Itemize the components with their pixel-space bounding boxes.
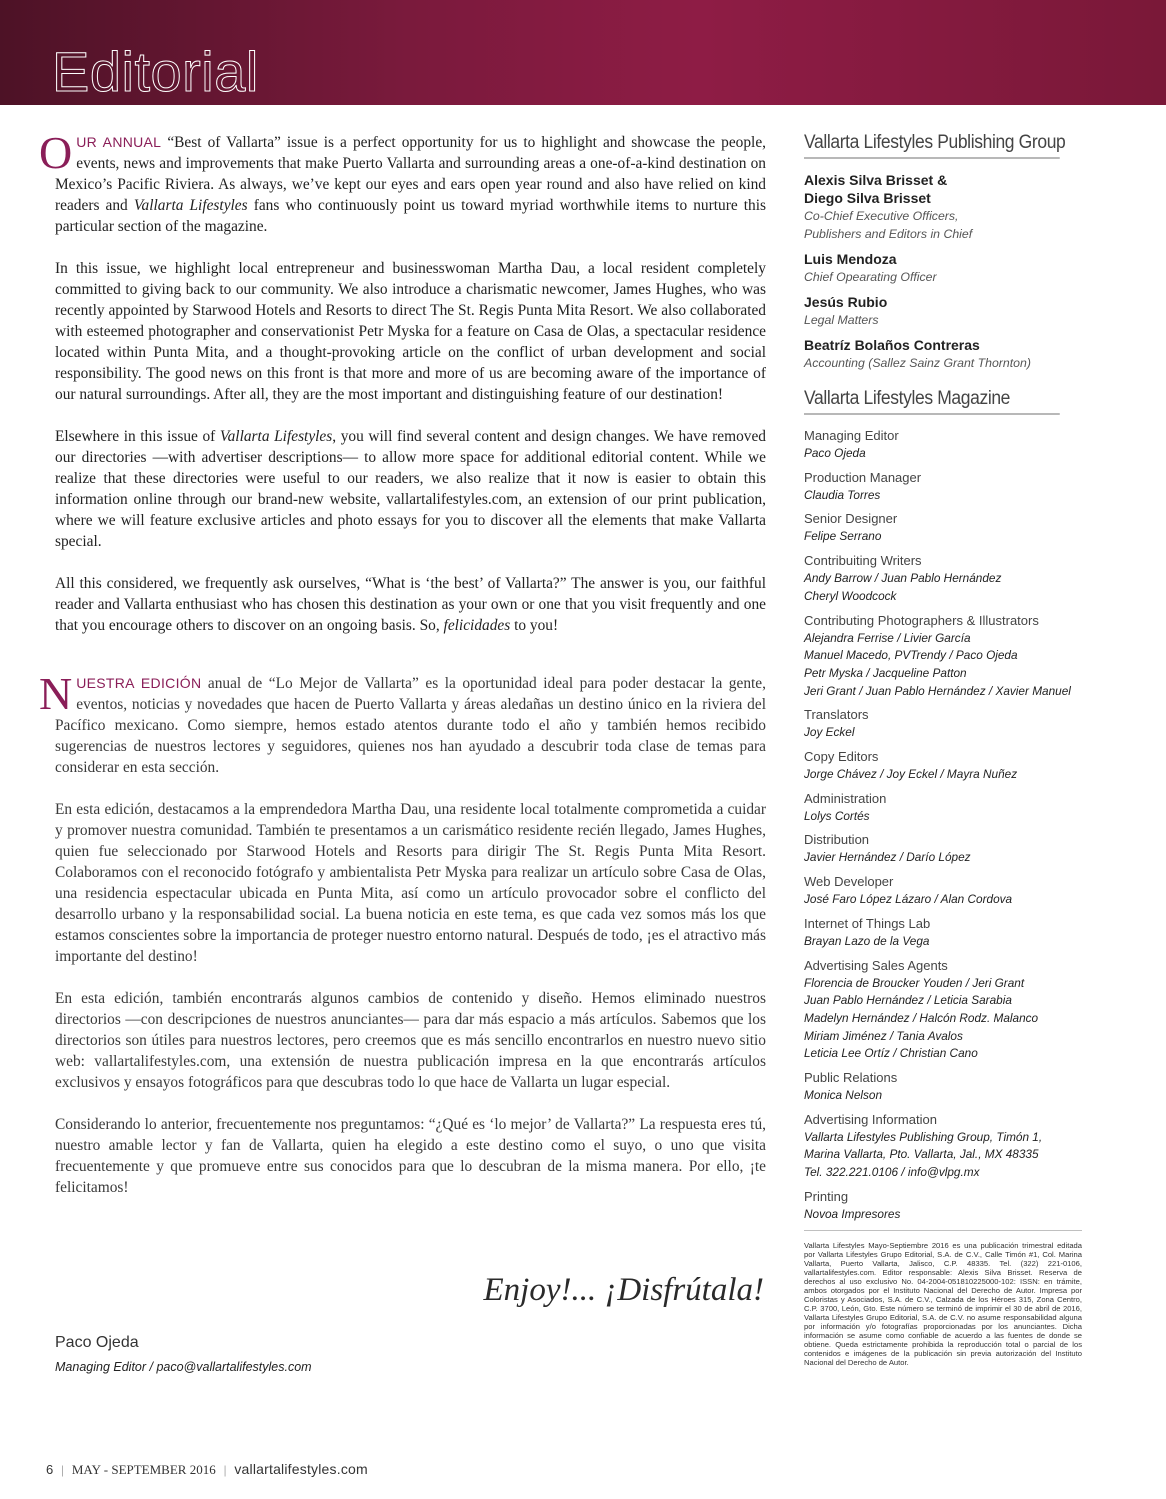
staff-entry [804, 510, 1082, 546]
english-paragraph-4: All this considered, we frequently ask ourselves, “What is ‘the best’ of Vallarta?” The answer is you, our faithful reader and Vallarta enthusiast who has chosen this destination as your own or one that you visit frequently and one that you encourage others to discover on an ongoing basis. So, felicidades to you! [55, 575, 766, 634]
drop-cap-n: N [39, 668, 73, 719]
executive-entry [804, 336, 1082, 372]
staff-role-label: Production Manager [804, 469, 922, 485]
staff-entry [804, 915, 1082, 951]
staff-people: Felipe Serrano [804, 529, 882, 544]
staff-role-label: Advertising Information [804, 1111, 937, 1127]
executive-role: Co-Chief Executive Officers, Publishers and Editors in Chief [804, 209, 973, 241]
executive-name: Alexis Silva Brisset & Diego Silva Brisset [804, 172, 948, 206]
staff-people: José Faro López Lázaro / Alan Cordova [804, 892, 1013, 907]
executive-role: Legal Matters [804, 313, 879, 327]
spanish-paragraph-3: En esta edición, también encontrarás algunos cambios de contenido y diseño. Hemos eliminado nuestros directorios —con descripciones de nuestros anunciantes— para dar más espacio a más artículos. Sabemos que los directorios son útiles para nuestros lectores, pero creemos que es más sencillo encontrarlos en nuestro nuevo sitio web: vallartalifestyles.com, una extensión de nuestra publicación impresa en la que encontrarás artículos exclusivos y ensayos fotográficos para que descubras todo lo que hace de Vallarta un lugar especial. [55, 990, 766, 1091]
english-paragraph-3: Elsewhere in this issue of Vallarta Lifestyles, you will find several content and design changes. We have removed our directories —with advertiser descriptions— to allow more space for additional editorial content. While we realize that these directories were useful to our readers, we also realize that it now is easier to obtain this information online through our brand-new website, vallartalifestyles.com, an extension of our print publication, where we will feature exclusive articles and photo essays for you to discover all the elements that make Vallarta special. [55, 428, 766, 550]
lead-in-es: UESTRA EDICIÓN [76, 675, 202, 691]
page-title: Editorial [52, 40, 259, 103]
executive-entry [804, 171, 1082, 243]
staff-entry [804, 427, 1082, 463]
staff-people: Monica Nelson [804, 1088, 883, 1103]
staff-entry [804, 469, 1082, 505]
legal-notice: Vallarta Lifestyles Mayo-Septiembre 2016 es una publicación trimestral editada por Vallarta Lifestyles Grupo Editorial, S.A. de C.V., Calle Timón #1, Col. Marina Vallarta, Puerto Vallarta, Jalisco, C.P. 48335. Tel. (322) 221-0106, vallartalifestyles.com. Editor responsable: Alexis Silva Brisset. Reserva de derechos al uso exclusivo No. 04-2004-051810225000-102: ISSN: en trámite, ambos otorgados por el Instituto Nacional del Derecho de Autor. Impresa por Coloristas y Asociados, S.A. de C.V., Calzada de los Héroes 315, Zona Centro, C.P. 3700, León, Gto. Este número se terminó de imprimir el 30 de abril de 2016, Vallarta Lifestyles Grupo Editorial, S.A. de C.V. no asume responsabilidad alguna por información y/o fotografías proporcionadas por los anunciantes. Dicha información se asume como confiable de acuerdo a las fuentes de donde se obtiene. Queda estrictamente prohibida la reproducción total o parcial de los contenidos e imágenes de la publicación sin previa autorización del Instituto Nacional del Derecho de Autor. [804, 1240, 1082, 1367]
staff-people: Joy Eckel [804, 725, 855, 740]
staff-people: Alejandra Ferrise / Livier García Manuel Macedo, PVTrendy / Paco Ojeda Petr Myska / Jacqueline Patton Jeri Grant / Juan Pablo Hernández / Xavier Manuel [804, 630, 1071, 698]
website-link[interactable]: vallartalifestyles.com [234, 1461, 368, 1477]
page-header [0, 0, 1166, 105]
staff-entry [804, 612, 1082, 701]
staff-people: Javier Hernández / Darío López [804, 850, 971, 865]
divider [804, 1230, 1082, 1231]
staff-entry [804, 748, 1082, 784]
staff-role-label: Translators [804, 707, 869, 723]
executive-name: Luis Mendoza [804, 251, 897, 267]
executive-role: Accounting (Sallez Sainz Grant Thornton) [804, 356, 1031, 370]
staff-entry [804, 706, 1082, 742]
editorial-body [39, 127, 766, 1219]
staff-role-label: Senior Designer [804, 511, 898, 527]
staff-role-label: Web Developer [804, 874, 894, 890]
staff-entry [804, 1069, 1082, 1105]
staff-entry [804, 831, 1082, 867]
staff-people: Paco Ojeda [804, 446, 866, 460]
executive-list [804, 171, 1082, 372]
drop-cap-o: O [39, 127, 73, 178]
executive-role: Chief Opearating Officer [804, 270, 937, 284]
staff-role-label: Administration [804, 790, 887, 806]
staff-role-label: Printing [804, 1188, 849, 1204]
staff-people: Brayan Lazo de la Vega [804, 933, 930, 948]
executive-entry [804, 293, 1082, 329]
staff-role-label: Distribution [804, 832, 870, 848]
staff-role-label: Contributing Photographers & Illustrators [804, 612, 1039, 628]
executive-name: Beatríz Bolaños Contreras [804, 337, 980, 353]
closing-tagline: Enjoy!... ¡Disfrútala! [483, 1272, 764, 1308]
signature-name: Paco Ojeda [55, 1334, 139, 1351]
spanish-paragraph-4: Considerando lo anterior, frecuentemente nos preguntamos: “¿Qué es ‘lo mejor’ de Vallarta?” La respuesta eres tú, nuestro amable lector y fan de Vallarta, quien ha elegido a este destino como el suyo, o uno que visita frecuentemente y que promueve entre sus conocidos para que lo descubran de la misma manera. Por ello, ¡te felicitamos! [55, 1116, 766, 1196]
staff-role-label: Internet of Things Lab [804, 915, 931, 931]
staff-people: Claudia Torres [804, 487, 881, 502]
staff-people: Andy Barrow / Juan Pablo Hernández Cheryl Woodcock [804, 571, 1002, 603]
page-footer: 6 | MAY - SEPTEMBER 2016 | vallartalifestyles.com [46, 1461, 368, 1477]
staff-people: Lolys Cortés [804, 808, 870, 823]
page-number: 6 [46, 1462, 54, 1477]
staff-role-label: Contribuiting Writers [804, 553, 922, 569]
staff-people: Vallarta Lifestyles Publishing Group, Timón 1, Marina Vallarta, Pto. Vallarta, Jal., MX 48335 Tel. 322.221.0106 / info@vlpg.mx [804, 1129, 1043, 1180]
spanish-paragraph-1: NUESTRA EDICIÓN anual de “Lo Mejor de Vallarta” es la oportunidad ideal para poder destacar la gente, eventos, noticias y novedades que hacen de Puerto Vallarta y áreas aledañas un destino único en la riviera del Pacífico mexicano. Como siempre, hemos estado atentos durante todo el año y también hemos recibido sugerencias de nuestros lectores y seguidores, quienes nos han ayudado a descubrir toda clase de temas para considerar en esta sección. [39, 668, 766, 776]
staff-entry [804, 873, 1082, 909]
staff-role-label: Public Relations [804, 1070, 898, 1086]
masthead [804, 132, 1082, 1367]
english-paragraph-2: In this issue, we highlight local entrepreneur and businesswoman Martha Dau, a local resident completely committed to giving back to our community. We also introduce a charismatic newcomer, James Hughes, who was recently appointed by Starwood Hotels and Resorts to direct The St. Regis Punta Mita Resort. We also collaborated with esteemed photographer and conservationist Petr Myska for a feature on Casa de Olas, a spectacular residence located within Punta Mita, and a thought-provoking article on the conflict of urban development and social responsibility. The good news on this front is that more and more of us are becoming aware of the importance of our natural surroundings. After all, they are the most important and distinguishing feature of our destination! [55, 260, 766, 403]
staff-entry [804, 1111, 1082, 1182]
staff-entry [804, 790, 1082, 826]
staff-entry [804, 1188, 1082, 1224]
publishing-group-heading: Vallarta Lifestyles Publishing Group [804, 132, 1060, 159]
magazine-heading: Vallarta Lifestyles Magazine [804, 388, 1060, 415]
lead-in: UR ANNUAL [76, 134, 162, 150]
signature-title: Managing Editor / paco@vallartalifestyles.com [55, 1360, 312, 1374]
staff-people: Jorge Chávez / Joy Eckel / Mayra Nuñez [804, 767, 1018, 782]
issue-date: MAY - SEPTEMBER 2016 [71, 1462, 216, 1477]
staff-entry [804, 552, 1082, 605]
staff-role-label: Advertising Sales Agents [804, 957, 948, 973]
staff-role-label: Managing Editor [804, 428, 899, 443]
staff-role-label: Copy Editors [804, 749, 879, 765]
staff-entry [804, 957, 1082, 1064]
executive-name: Jesús Rubio [804, 294, 888, 310]
staff-people: Novoa Impresores [804, 1206, 901, 1221]
english-paragraph-1: OUR ANNUAL “Best of Vallarta” issue is a perfect opportunity for us to highlight and showcase the people, events, news and improvements that make Puerto Vallarta and surrounding areas a one-of-a-kind destination on Mexico’s Pacific Riviera. As always, we’ve kept our eyes and ears open year round and also have relied on kind readers and Vallarta Lifestyles fans who continuously point us toward myriad worthwhile items to nurture this particular section of the magazine. [39, 127, 766, 235]
staff-list [804, 427, 1082, 1224]
executive-entry [804, 250, 1082, 286]
staff-people: Florencia de Broucker Youden / Jeri Grant Juan Pablo Hernández / Leticia Sarabia Madelyn Hernández / Halcón Rodz. Malanco Miriam Jiménez / Tania Avalos Leticia Lee Ortíz / Christian Cano [804, 975, 1039, 1061]
spanish-paragraph-2: En esta edición, destacamos a la emprendedora Martha Dau, una residente local totalmente comprometida a cuidar y promover nuestra comunidad. También te presentamos a un carismático residente recién llegado, James Hughes, quien fue seleccionado por Starwood Hotels and Resorts para dirigir The St. Regis Punta Mita Resort. Colaboramos con el reconocido fotógrafo y ambientalista Petr Myska para realizar un artículo sobre Casa de Olas, una residencia espectacular ubicada en Punta Mita, así como un artículo provocador sobre el conflicto del desarrollo urbano y la responsabilidad social. La buena noticia en este tema, es que cada vez somos más los que estamos conscientes sobre la importancia de proteger nuestro entorno natural. Después de todo, ¡es el atractivo más importante del destino! [55, 801, 766, 965]
